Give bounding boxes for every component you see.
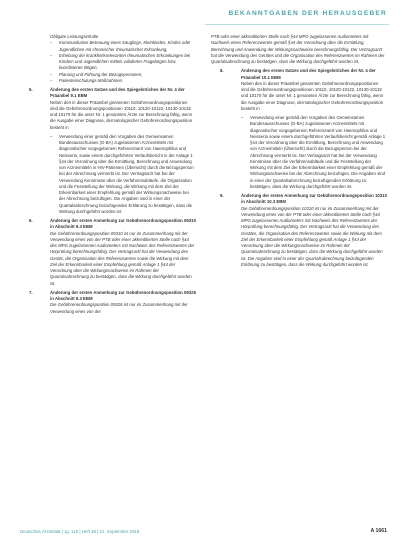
section-dash-item: – Verwendung einer gemäß den Vorgaben des Gemeinsamen Bundesausschusses (G-BA) zugelassenen Arzneimittels mit diagnostischer vorgegebenem Referenzwert von Haemophilus und Neisseria sowie einem durchgeführten Verlaufsbericht gemäß Anlage 1 §44 der Verordnung über die Ermittlung, Berechnung und Anwendung von Arzneimitteln (Übersicht) durch die Bezugsperson bei der Abrechnung vermerkt ist. Der Vertragsarzt hat bei der Verwendung Kenntnisse über die Verfahrensabläufe und die Feststellung der Wirkung mit dem Ziel der Erkennbarkeit einer Empfehlung gemäß der Wirkungsnachweise bei der Abrechnung beizufügen. Die Angaben sind in einer der Quartalsabrechnung beizufügenden Erklärung zu bestätigen, dass die Wirkung durchgeführt worden ist.: [241, 115, 387, 190]
obligate-list: [20, 40, 196, 84]
section-body: Die Gebührenordnungsposition 09310 ist nur im Zusammenhang mit der Verwendung eines von der PTB oder einer akkreditierten Stelle nach §44 des MPG zugelassenen Audiometers mit Nachweis des Referenzwertes der Hörprüfung berechnungsfähig. Der Vertragsarzt hat die Verwendung des Geräts, die Organisation des Referenzwertes sowie die Wirkung mit dem Ziel der Erkennbarkeit einer Empfehlung gemäß Anlage 1 §44 der Verordnung über die Wirkungsnachweise im Rahmen der Quartalsabrechnung zu bestätigen, dass die Wirkung durchgeführt worden ist.: [50, 230, 195, 286]
section-title: Änderung der ersten Anmerkung zur Gebührenordnungsposition 09310 in Abschnitt 9.3 EBM: [50, 218, 196, 230]
section-number: 6.: [29, 218, 33, 223]
section-body: Neben den in dieser Präambel genannten Gebührenordnungspositionen sind die Gebührenordnungspositionen 10110, 10120-10122, 10130-10132 und 10170 für die unter Nr. 1 genannten Ärzte zur Berechnung fähig, wenn die Ausgabe einer Diagnose, dermatologischer Gebührenordnungsposition besteht in: [241, 80, 384, 111]
section-title: Änderung der ersten Anmerkung zur Gebührenordnungsposition 10310 in Abschnitt 10.3 EBM: [241, 193, 387, 205]
section-7: [20, 290, 196, 315]
section-dash-item: – Verwendung einer gemäß den Vorgaben des Gemeinsamen Bundesausschusses (G-BA) zugelassenen Arzneimittels mit diagnostischer vorgegebenem Referenzwert von Haemophilus und Neisseria, sowie einem durchgeführten Verlaufsbericht in der Anlage 1 §44 der Verordnung über die Ermittlung, Berechnung und Anwendung von Arzneimitteln in HIV-Patienten (Übersicht) durch die Bezugsperson bei der Abrechnung vermerkt ist. Der Vertragsarzt hat bei der Verwendung Kenntnisse über die Verfahrensabläufe, die Organisation und die Feststellung der Wirkung, die Wirkung mit dem Ziel der Erkennbarkeit einer Empfehlung gemäß der Wirkungsnachweise bei der Abrechnung beizufügen. Die Angaben sind in einer der Quartalsabrechnung beizufügenden Erklärung zu bestätigen, dass die Wirkung durchgeführt worden ist.: [50, 134, 196, 215]
header-divider: [205, 24, 389, 25]
list-item: – Patientenschulungs-Maßnahmen.: [50, 78, 196, 84]
section-body: Die Gebührenordnungsposition 10310 ist nur im Zusammenhang mit der Verwendung eines von der PTB oder einer akkreditierten Stelle nach §44 MPG zugelassenen Audiometers mit Nachweis des Referenzwertes der Hörprüfung berechnungsfähig. Der Vertragsarzt hat die Verwendung des Gerätes, die Organisation des Referenzwertes sowie die Wirkung mit dem Ziel der Erkennbarkeit einer Empfehlung gemäß Anlage 1 §44 der Verordnung über die Wirkungsnachweise im Rahmen der Quartalsabrechnung zu bestätigen, dass die Wirkung durchgeführt worden ist. Die Angaben sind in einer der Quartalsabrechnung beizufügenden Erklärung zu bestätigen, dass die Wirkung durchgeführt worden ist.: [241, 205, 383, 267]
section-title: Änderung des ersten Satzes und des Spiegelstriches der Nr. 4 der Präambel 10.1 EBM: [241, 68, 376, 80]
section-body: Neben den in dieser Präambel genannten Gebührenordnungspositionen sind die Gebührenordnungspositionen 10110, 10120-10122, 10130-10132 und 10170 für die unter Nr. 1 genannten Ärzte zur Berechnung fähig, wenn die Ausgabe einer Diagnose, dermatologischer Gebührenordnungsposition besteht in: [50, 99, 193, 130]
right-column: [211, 34, 387, 271]
section-6: [20, 218, 196, 287]
page-footer: [20, 527, 387, 537]
section-number: 8.: [220, 68, 224, 74]
section-title: BEKANNTGABEN DER HERAUSGEBER: [228, 10, 387, 17]
intro-text: Obligate Leistungsinhalte: [50, 34, 99, 39]
section-5: [20, 87, 196, 215]
page-number: A 1661: [370, 528, 387, 534]
section-title: Änderung des ersten Satzes und des Spiegelstriches der Nr. 4 der Präambel 9.1 EBM: [50, 87, 185, 99]
page-header: [0, 0, 407, 30]
left-column: [20, 34, 196, 318]
section-number: 9.: [220, 193, 224, 198]
section-body: Die Gebührenordnungsposition 09326 ist nur im Zusammenhang mit der Verwendung eines von der: [50, 302, 188, 314]
section-9: [211, 193, 387, 268]
list-item: – Erhebung der krankheitsrelevanten rheumatischen Erkrankungen bei Kindern und Jugendlichen mittels validierter Fragebögen bzw. koordinierter Bögen,: [50, 53, 196, 72]
section-8: [211, 68, 387, 190]
list-item: – Kommunikative Betreuung eines Säuglings, Kleinkindes, Kindes oder Jugendlichen mit chronischer rheumatischer Erkrankung,: [50, 40, 196, 53]
section-number: 5.: [29, 87, 33, 92]
section-number: 7.: [29, 289, 33, 295]
section-title: Änderung der ersten Anmerkung zur Gebührenordnungsposition 09326 in Abschnitt 9.3 EBM: [50, 289, 196, 301]
continued-text: PTB oder einer akkreditierten Stelle nach §44 MPG zugelassenen Audiometers mit Nachweis eines Referenzwertes gemäß §44 der Verordnung über die Ermittlung, Berechnung und Anwendung der Wirkungsnachweise berechnungsfähig. Der Vertragsarzt hat die Verwendung des Gerätes und die Organisation des Referenzwertes im Rahmen der Quartalsabrechnung zu bestätigen, dass die Wirkung durchgeführt worden ist.: [211, 34, 385, 64]
list-item: – Planung und Führung der Bezugspersonen,: [50, 72, 196, 78]
journal-citation: Deutsches Ärzteblatt | Jg. 115 | Heft 38 | 21. September 2018: [20, 529, 140, 534]
